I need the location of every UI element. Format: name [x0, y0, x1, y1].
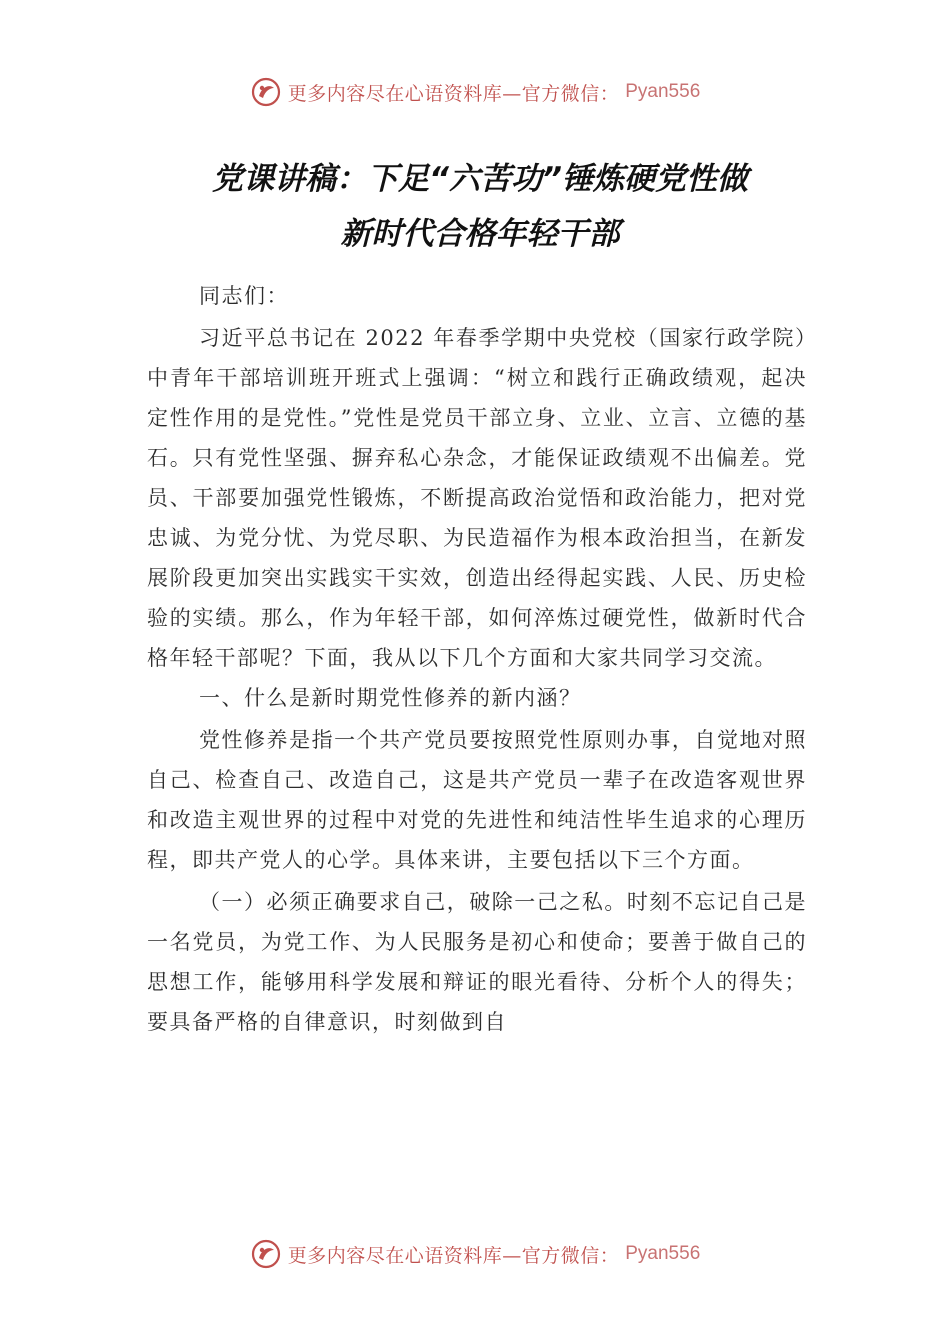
header-watermark-text: 更多内容尽在心语资料库—官方微信：	[287, 82, 620, 105]
paragraph-party-cultivation: 党性修养是指一个共产党员要按照党性原则办事，自觉地对照自己、检查自己、改造自己，这是共产党员一辈子在改造客观世界和改造主观世界的过程中对党的先进性和纯洁性毕生追求的心理历程，即共产党人的心学。具体来讲，主要包括以下三个方面。	[147, 728, 807, 872]
paragraph-subsection-1: （一）必须正确要求自己，破除一己之私。时刻不忘记自己是一名党员，为党工作、为人民服务是初心和使命；要善于做自己的思想工作，能够用科学发展和辩证的眼光看待、分析个人的得失；要具备严格的自律意识，时刻做到自	[147, 890, 807, 1034]
footer-watermark-text: 更多内容尽在心语资料库—官方微信：	[287, 1244, 620, 1267]
section-heading-1: 一、什么是新时期党性修养的新内涵？	[199, 686, 582, 710]
salutation: 同志们：	[199, 284, 289, 308]
paragraph-intro: 习近平总书记在 2022 年春季学期中央党校（国家行政学院）中青年干部培训班开班式上强调：“树立和践行正确政绩观，起决定性作用的是党性。”党性是党员干部立身、立业、立言、立德的基石。只有党性坚强、摒弃私心杂念，才能保证政绩观不出偏差。党员、干部要加强党性锻炼，不断提高政治觉悟和政治能力，把对党忠诚、为党分忧、为党尽职、为民造福作为根本政治担当，在新发展阶段更加突出实践实干实效，创造出经得起实践、人民、历史检验的实绩。那么，作为年轻干部，如何淬炼过硬党性，做新时代合格年轻干部呢？下面，我从以下几个方面和大家共同学习交流。	[147, 326, 807, 670]
brand-logo-icon	[250, 76, 282, 108]
document-title	[140, 152, 820, 262]
header-watermark	[0, 76, 950, 108]
footer-watermark-account: Pyan556	[625, 1243, 701, 1264]
title-line-2: 新时代合格年轻干部	[340, 216, 620, 252]
header-watermark-account: Pyan556	[625, 81, 701, 102]
title-line-1: 党课讲稿：下足“六苦功”锤炼硬党性做	[212, 161, 748, 197]
brand-logo-icon	[250, 1238, 282, 1270]
footer-watermark	[0, 1238, 950, 1270]
document-body	[147, 276, 807, 1042]
